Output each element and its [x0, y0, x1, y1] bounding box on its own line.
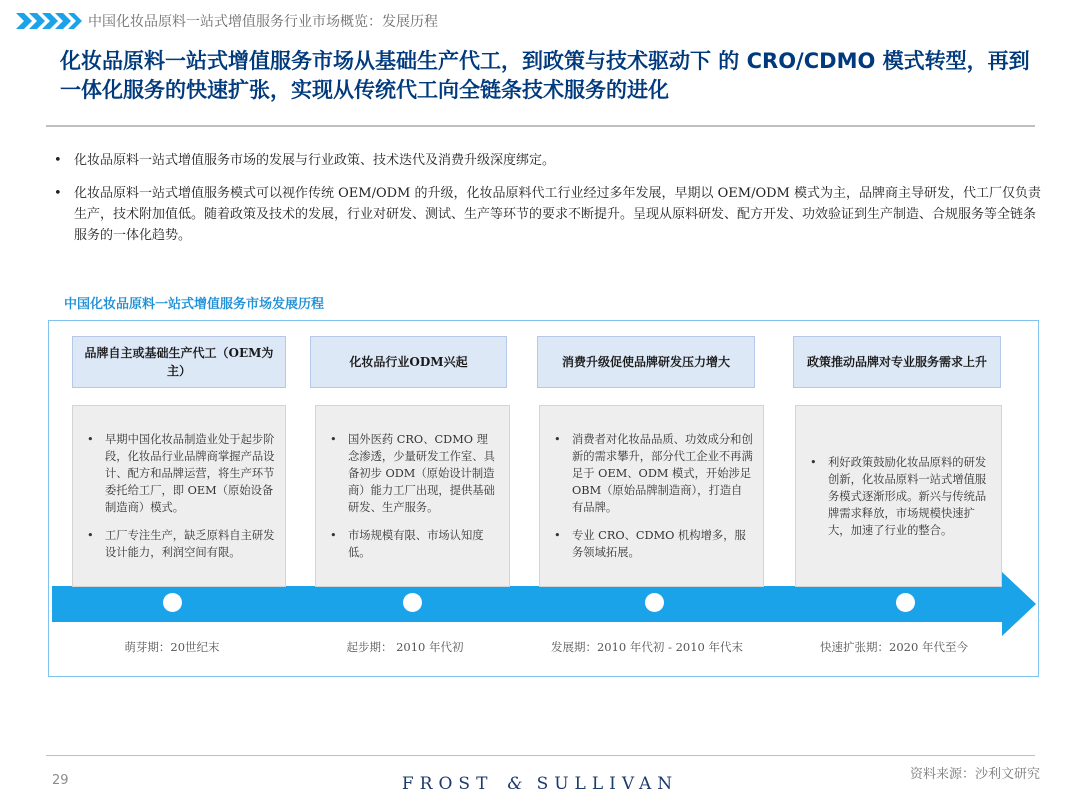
stage-point: • 专业 CRO、CDMO 机构增多，服务领域拓展。 — [554, 529, 746, 559]
title-divider — [46, 125, 1035, 127]
phase-label-3: 发展期：2010 年代初 - 2010 年代末 — [550, 640, 744, 654]
brand-ampersand: & — [507, 774, 523, 794]
stage-box-2 — [315, 405, 510, 587]
brand-logo — [0, 774, 1080, 794]
stage-point: • 国外医药 CRO、CDMO 理念渗透，少量研发工作室、具备初步 ODM（原始设计制造商）能力工厂出现，提供基础研发、生产服务。 — [330, 433, 495, 514]
brand-word: SULLIVAN — [536, 774, 679, 794]
source-note: 资料来源：沙利文研究 — [909, 767, 1040, 782]
stage-header-1: 品牌自主或基础生产代工（OEM为主） — [72, 336, 286, 388]
stage-point: • 消费者对化妆品品质、功效成分和创新的需求攀升，部分代工企业不再满足于 OEM、ODM 模式，开始涉足 OBM（原始品牌制造商），打造自有品牌。 — [554, 433, 753, 514]
phase-label-1: 萌芽期：20世纪末 — [124, 640, 220, 654]
stage-box-3 — [539, 405, 764, 587]
timeline-caption: 中国化妆品原料一站式增值服务市场发展历程 — [64, 297, 325, 312]
brand-word: FROST — [401, 774, 494, 794]
stage-point: • 工厂专注生产，缺乏原料自主研发设计能力，利润空间有限。 — [87, 529, 275, 559]
bullet-text: 化妆品原料一站式增值服务市场的发展与行业政策、技术迭代及消费升级深度绑定。 — [74, 153, 556, 168]
footer-divider — [46, 755, 1035, 756]
timeline-node-1 — [163, 593, 182, 612]
phase-label-4: 快速扩张期：2020 年代至今 — [820, 640, 968, 654]
page-number: 29 — [52, 773, 69, 788]
phase-label-2: 起步期： 2010 年代初 — [346, 640, 464, 654]
timeline-node-4 — [896, 593, 915, 612]
stage-box-4 — [795, 405, 1002, 587]
stage-header-2: 化妆品行业ODM兴起 — [310, 336, 507, 388]
stage-header-4: 政策推动品牌对专业服务需求上升 — [793, 336, 1001, 388]
stage-point: • 市场规模有限、市场认知度低。 — [330, 529, 484, 559]
summary-bullets — [52, 150, 1042, 258]
breadcrumb: 中国化妆品原料一站式增值服务行业市场概览：发展历程 — [88, 14, 438, 30]
bullet-marker: • — [54, 186, 62, 201]
timeline-node-2 — [403, 593, 422, 612]
summary-bullet — [52, 183, 1042, 246]
bullet-marker: • — [54, 153, 62, 168]
stage-point: • 利好政策鼓励化妆品原料的研发创新，化妆品原料一站式增值服务模式逐渐形成。新兴与传统品牌需求释放，市场规模快速扩大，加速了行业的整合。 — [810, 455, 987, 537]
timeline-node-3 — [645, 593, 664, 612]
stage-point: • 早期中国化妆品制造业处于起步阶段，化妆品行业品牌商掌握产品设计、配方和品牌运营，将生产环节委托给工厂，即 OEM（原始设备制造商）模式。 — [87, 433, 275, 514]
page-title: 化妆品原料一站式增值服务市场从基础生产代工，到政策与技术驱动下 的 CRO/CDMO 模式转型，再到一体化服务的快速扩张，实现从传统代工向全链条技术服务的进化 — [60, 49, 1030, 102]
stage-header-3: 消费升级促使品牌研发压力增大 — [537, 336, 755, 388]
stage-box-1 — [72, 405, 286, 587]
chevron-arrows-icon — [16, 13, 82, 29]
bullet-text: 化妆品原料一站式增值服务模式可以视作传统 OEM/ODM 的升级，化妆品原料代工行业经过多年发展，早期以 OEM/ODM 模式为主，品牌商主导研发，代工厂仅负责生产，技术附加值低。随着政策及技术的发展，行业对研发、测试、生产等环节的要求不断提升。呈现从原料研发、配方开发、功效验证到生产制造、合规服务等全链条服务的一体化趋势。 — [74, 186, 1041, 243]
summary-bullet — [52, 150, 1042, 171]
